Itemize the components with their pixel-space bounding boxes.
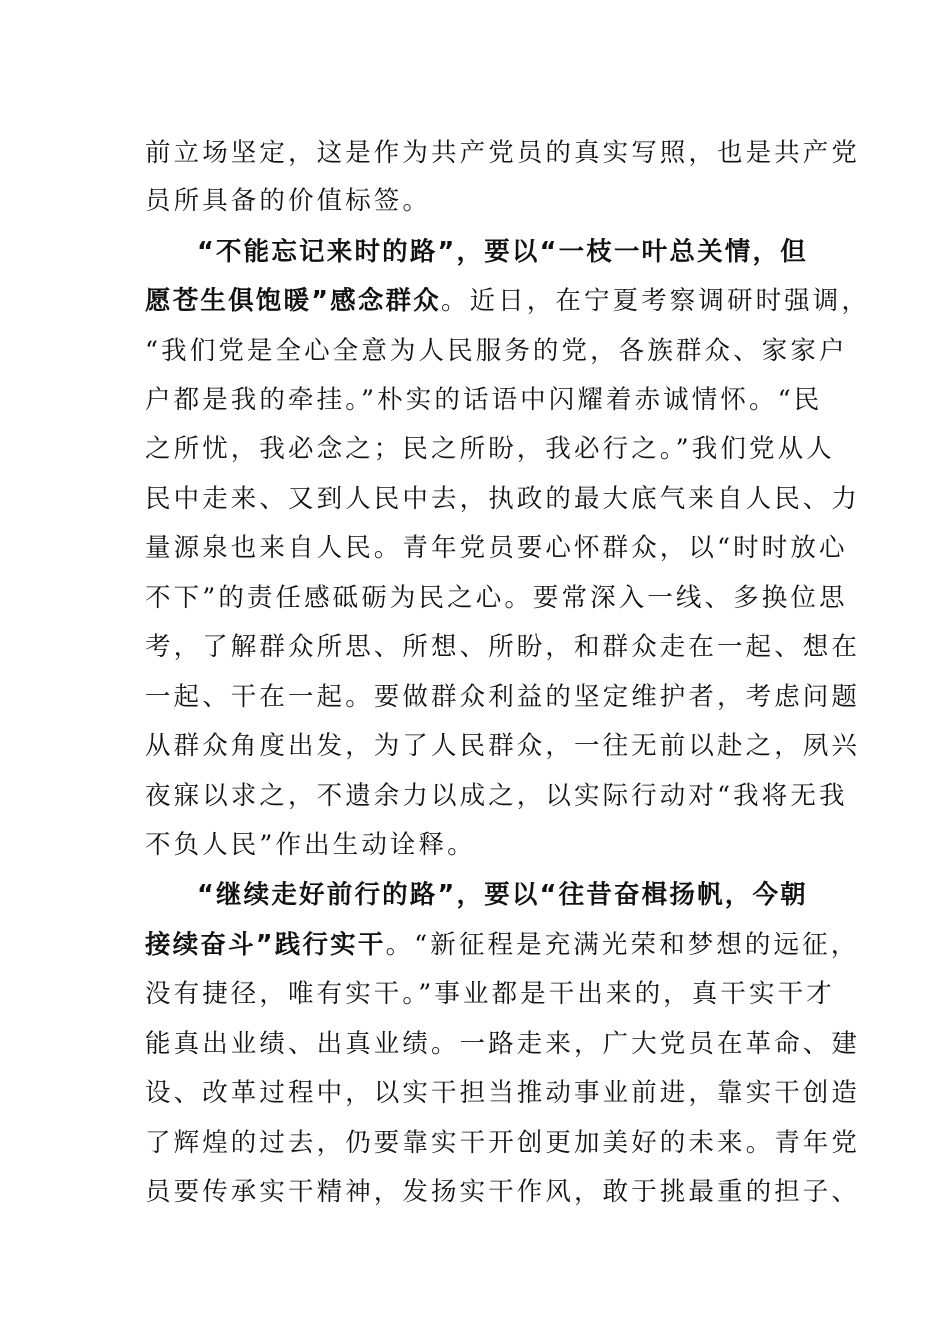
text-line	[145, 920, 860, 970]
text-line	[145, 276, 870, 326]
paragraph-heading: “不能忘记来时的路”，要以“一枝一叶总关情，但	[197, 237, 808, 267]
text-line: 夜寐以求之，不遗余力以成之，以实际行动对“我将无我	[145, 781, 848, 811]
text-line: 没有捷径，唯有实干。”事业都是干出来的，真干实干才	[145, 979, 835, 1009]
text-line: “我们党是全心全意为人民服务的党，各族群众、家家户	[145, 336, 848, 366]
text-line: 从群众角度出发，为了人民群众，一往无前以赴之，夙兴	[145, 731, 861, 761]
text-line: 考，了解群众所思、所想、所盼，和群众走在一起、想在	[145, 632, 861, 662]
paragraph-heading: 接续奋斗”践行实干	[145, 930, 386, 960]
text-line: 不下”的责任感砥砺为民之心。要常深入一线、多换位思	[145, 583, 848, 613]
text-line: 量源泉也来自人民。青年党员要心怀群众，以“时时放心	[145, 533, 848, 563]
text-line: 设、改革过程中，以实干担当推动事业前进，靠实干创造	[145, 1078, 861, 1108]
text-line: 不负人民”作出生动诠释。	[145, 830, 476, 860]
paragraph-heading: 愿苍生俱饱暖”感念群众	[145, 286, 441, 316]
text-line: 前立场坚定，这是作为共产党员的真实写照，也是共产党	[145, 138, 861, 168]
text-line: 了辉煌的过去，仍要靠实干开创更加美好的未来。青年党	[145, 1128, 861, 1158]
text-span: 。“新征程是充满光荣和梦想的远征，	[385, 930, 860, 960]
text-span: 。近日，在宁夏考察调研时强调，	[440, 286, 870, 316]
text-line: 户都是我的牵挂。”朴实的话语中闪耀着赤诚情怀。“民	[145, 385, 823, 415]
text-line: 一起、干在一起。要做群众利益的坚定维护者，考虑问题	[145, 682, 861, 712]
text-line: 员所具备的价值标签。	[145, 186, 432, 216]
text-line: 之所忧，我必念之；民之所盼，我必行之。”我们党从人	[145, 434, 835, 464]
text-line: 员要传承实干精神，发扬实干作风，敢于挑最重的担子、	[145, 1177, 861, 1207]
paragraph-heading: “继续走好前行的路”，要以“往昔奋楫扬帆，今朝	[197, 880, 808, 910]
text-line: 民中走来、又到人民中去，执政的最大底气来自人民、力	[145, 484, 861, 514]
text-line: 能真出业绩、出真业绩。一路走来，广大党员在革命、建	[145, 1029, 861, 1059]
